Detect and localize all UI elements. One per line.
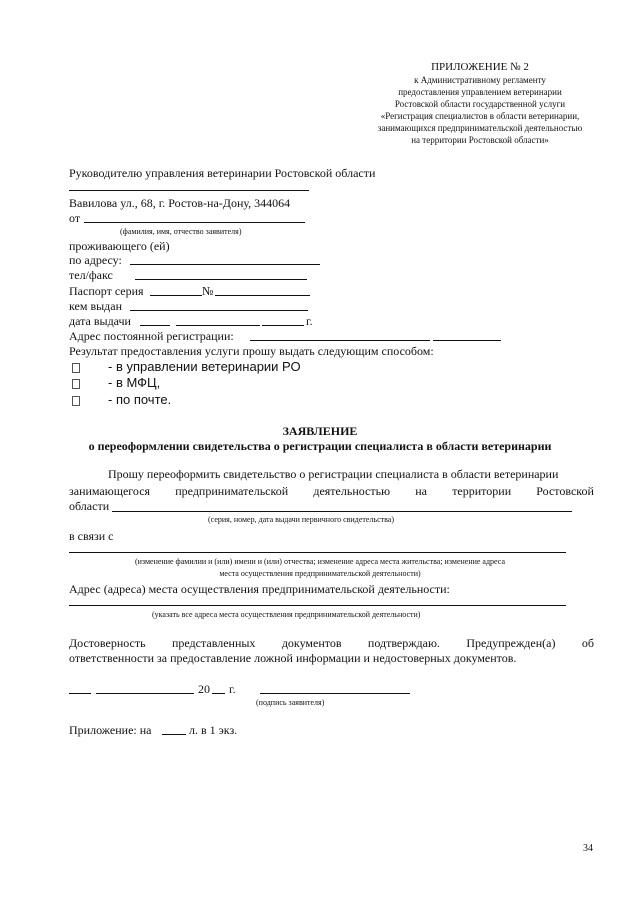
business-address-label: Адрес (адреса) места осуществления предпринимательской деятельности: xyxy=(69,582,450,596)
recipient-address: Вавилова ул., 68, г. Ростов-на-Дону, 344064 xyxy=(69,196,291,210)
attachment-pages-field[interactable] xyxy=(162,734,186,735)
issue-date-year-suffix: г. xyxy=(306,314,313,328)
appendix-line: предоставления управлением ветеринарии xyxy=(398,87,562,97)
request-text-line1: Прошу переоформить свидетельство о регистрации специалиста в области ветеринарии xyxy=(108,467,559,481)
issue-date-month-field[interactable] xyxy=(176,325,260,326)
appendix-line: занимающихся предпринимательской деятельностью xyxy=(377,123,583,133)
date-year-prefix: 20 xyxy=(198,682,210,696)
appendix-line: на территории Ростовской области» xyxy=(411,135,549,145)
change-reason-field[interactable] xyxy=(69,552,566,553)
word: Ростовской xyxy=(536,484,594,498)
page-number: 34 xyxy=(583,843,593,854)
certificate-hint: (серия, номер, дата выдачи первичного свидетельства) xyxy=(208,515,395,524)
confirm-text-line1 xyxy=(69,637,594,649)
attachment-label: Приложение: на xyxy=(69,723,152,737)
registration-field-b[interactable] xyxy=(433,340,501,341)
phone-field[interactable] xyxy=(135,279,307,280)
delivery-option-office: - в управлении ветеринарии РО xyxy=(108,359,301,374)
recipient-title: Руководителю управления ветеринарии Ростовской области xyxy=(69,166,376,180)
issued-by-label: кем выдан xyxy=(69,299,123,313)
attachment-suffix: л. в 1 экз. xyxy=(189,723,238,737)
change-hint-line2: места осуществления предпринимательской деятельности) xyxy=(219,569,421,578)
delivery-checkbox-mfc[interactable] xyxy=(72,379,80,389)
confirm-text-line2: ответственности за предоставление ложной информации и недостоверных документов. xyxy=(69,651,517,665)
word: Достоверность xyxy=(69,636,146,650)
statement-title: ЗАЯВЛЕНИЕ xyxy=(282,424,358,438)
registration-field-a[interactable] xyxy=(250,340,430,341)
due-to-label: в связи с xyxy=(69,529,114,543)
word: документов xyxy=(281,636,342,650)
passport-number-field[interactable] xyxy=(215,295,310,296)
appendix-line: «Регистрация специалистов в области ветеринарии, xyxy=(380,111,580,121)
recipient-blank-line xyxy=(69,190,309,191)
passport-series-field[interactable] xyxy=(150,295,202,296)
address-field[interactable] xyxy=(130,264,320,265)
date-day-field[interactable] xyxy=(69,693,91,694)
delivery-checkbox-office[interactable] xyxy=(72,363,80,373)
word: занимающегося xyxy=(69,484,151,498)
request-text-line2 xyxy=(69,485,594,497)
delivery-option-mfc: - в МФЦ, xyxy=(108,375,161,390)
change-hint-line1: (изменение фамилии и (или) имени и (или) отчества; изменение адреса места жительства; изменение адреса xyxy=(134,557,506,566)
word: территории xyxy=(452,484,512,498)
applicant-name-field[interactable] xyxy=(84,222,305,223)
word: Предупрежден(а) xyxy=(466,636,556,650)
appendix-line: к Административному регламенту xyxy=(414,75,546,85)
word: деятельностью xyxy=(313,484,391,498)
date-year-field[interactable] xyxy=(212,693,225,694)
delivery-checkbox-mail[interactable] xyxy=(72,396,80,406)
appendix-line: Ростовской области государственной услуги xyxy=(394,99,566,109)
word: об xyxy=(581,636,594,650)
issue-date-year-field[interactable] xyxy=(262,325,304,326)
word: предпринимательской xyxy=(175,484,289,498)
issue-date-day-field[interactable] xyxy=(140,325,170,326)
passport-series-label: Паспорт серия xyxy=(69,284,144,298)
word: на xyxy=(415,484,427,498)
residing-label: проживающего (ей) xyxy=(69,239,170,253)
date-month-field[interactable] xyxy=(96,693,194,694)
word: представленных xyxy=(171,636,256,650)
appendix-title: ПРИЛОЖЕНИЕ № 2 xyxy=(431,61,529,73)
applicant-name-hint: (фамилия, имя, отчество заявителя) xyxy=(120,227,242,236)
delivery-option-mail: - по почте. xyxy=(108,392,172,407)
statement-subtitle: о переоформлении свидетельства о регистрации специалиста в области ветеринарии xyxy=(88,439,552,453)
date-year-suffix: г. xyxy=(229,682,236,696)
passport-number-label: № xyxy=(202,284,214,298)
phone-label: тел/факс xyxy=(69,268,113,282)
issue-date-label: дата выдачи xyxy=(69,314,131,328)
registration-label: Адрес постоянной регистрации: xyxy=(69,329,234,343)
word: подтверждаю. xyxy=(367,636,440,650)
signature-hint: (подпись заявителя) xyxy=(256,698,325,707)
request-text-line3: области xyxy=(69,499,110,513)
from-label: от xyxy=(69,211,81,225)
business-address-hint: (указать все адреса места осуществления предпринимательской деятельности) xyxy=(152,610,421,619)
business-address-field[interactable] xyxy=(69,605,566,606)
address-label: по адресу: xyxy=(69,253,122,267)
certificate-field[interactable] xyxy=(112,511,572,512)
signature-field[interactable] xyxy=(260,693,410,694)
issued-by-field[interactable] xyxy=(130,310,308,311)
delivery-prompt: Результат предоставления услуги прошу выдать следующим способом: xyxy=(69,344,434,358)
